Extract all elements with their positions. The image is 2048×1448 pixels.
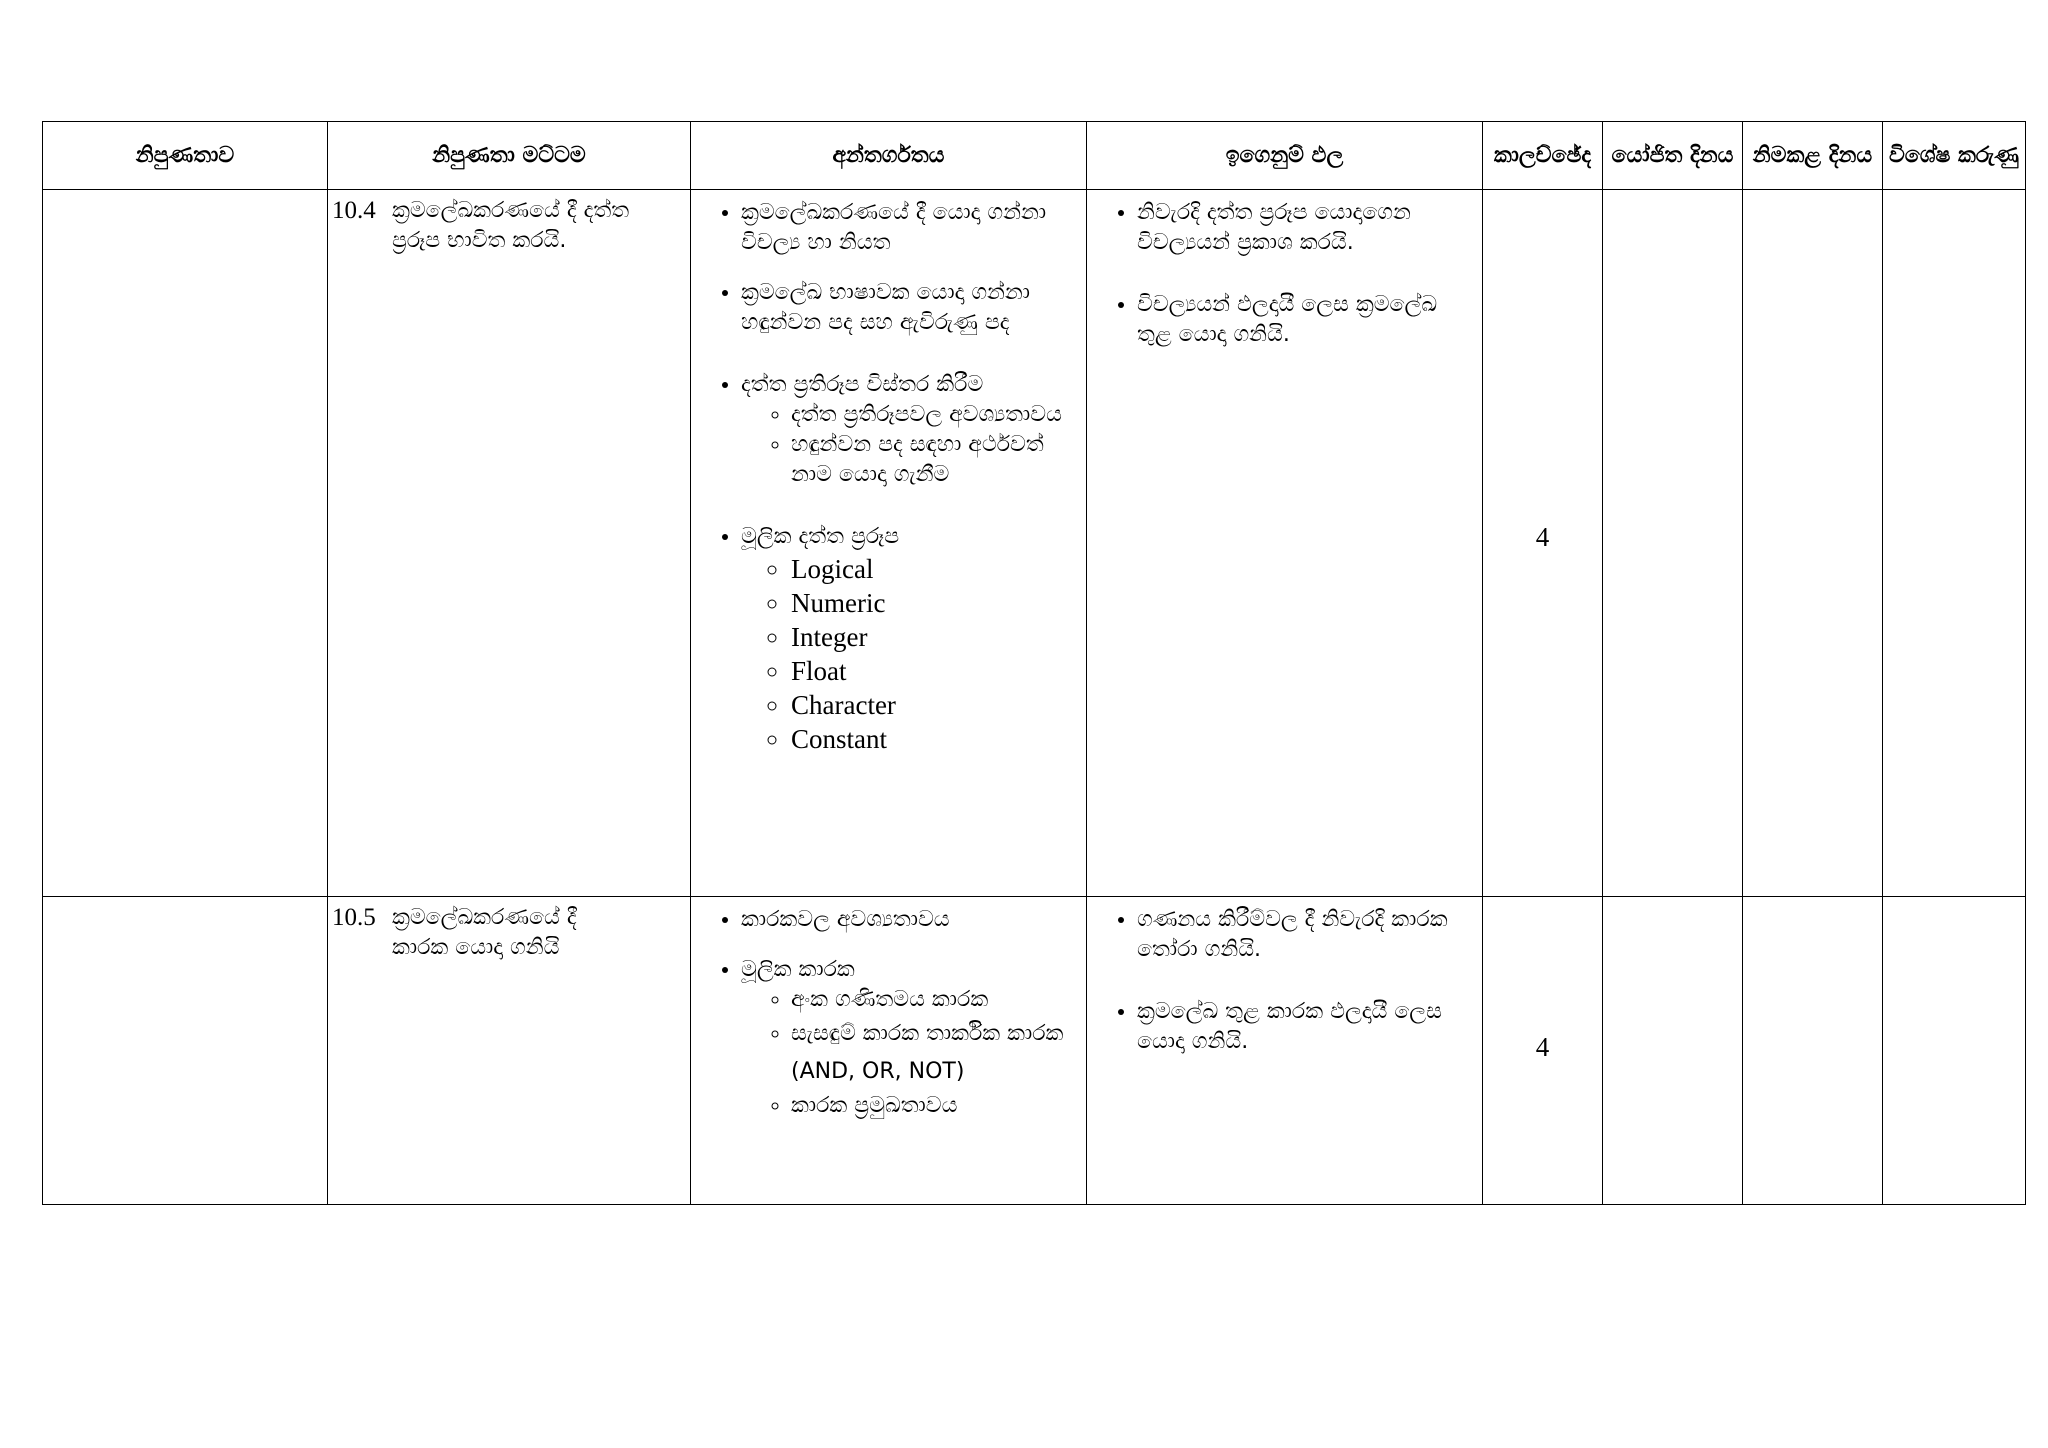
completed-date-cell: [1743, 897, 1883, 1205]
sub-list-item: ◦ Integer: [791, 620, 1072, 654]
sub-list-item: ◦ අංක ගණිතමය කාරක: [791, 985, 1072, 1015]
sub-list-item: ◦ Character: [791, 688, 1072, 722]
sub-list-item: ◦ Constant: [791, 722, 1072, 756]
list-item: • නිවැරදි දත්ත ප්‍රරූප යොදාගෙන විචල්‍යයන් ප්‍රකාශ කරයි.: [1137, 198, 1468, 258]
level-text: ක්‍රමලේඛකරණයේ දී දත්ත ප්‍රරූප භාවිත කරයි.: [392, 198, 630, 253]
sub-list-item: ◦ Numeric: [791, 586, 1072, 620]
list-item: • ක්‍රමලේඛකරණයේ දී යොදා ගන්නා විචල්‍ය හා නියත: [741, 198, 1072, 258]
outcomes-cell: [1087, 897, 1483, 1205]
proposed-date-cell: [1603, 897, 1743, 1205]
sub-list-item: ◦ හඳුන්වන පද සඳහා අර්ථවත් නාම යොදා ගැනීම: [791, 430, 1072, 490]
sub-list-item: ◦ Logical: [791, 552, 1072, 586]
header-special-notes: විශේෂ කරුණු: [1883, 122, 2026, 190]
special-notes-cell: [1883, 190, 2026, 897]
table-row: [43, 190, 2026, 897]
sub-list-item: ◦ සැසඳුම් කාරක තාර්කික කාරක (AND, OR, NOT): [791, 1015, 1072, 1091]
list-item: • කාරකවල අවශ්‍යතාවය: [741, 905, 1072, 935]
table-row: [43, 897, 2026, 1205]
competency-level-cell: [328, 897, 691, 1205]
list-item: • ක්‍රමලේඛ තුළ කාරක ඵලදායී ලෙස යොදා ගනියි.: [1137, 997, 1468, 1057]
sub-list-item: ◦ දත්ත ප්‍රතිරූපවල අවශ්‍යතාවය: [791, 400, 1072, 430]
periods-cell: [1483, 897, 1603, 1205]
lesson-plan-table: [42, 121, 2026, 1205]
sub-list-item: ◦ Float: [791, 654, 1072, 688]
competency-level-cell: [328, 190, 691, 897]
list-item: • විචල්‍යයන් ඵලදායී ලෙස ක්‍රමලේඛ තුළ යොදා ගනියි.: [1137, 290, 1468, 350]
outcomes-cell: [1087, 190, 1483, 897]
proposed-date-cell: [1603, 190, 1743, 897]
completed-date-cell: [1743, 190, 1883, 897]
header-content: අන්තර්ගතය: [691, 122, 1087, 190]
periods-value: 4: [1535, 1032, 1550, 1062]
header-proposed-date: යෝජිත දිනය: [1603, 122, 1743, 190]
content-cell: [691, 190, 1087, 897]
periods-cell: [1483, 190, 1603, 897]
list-item: • ක්‍රමලේඛ භාෂාවක යොදා ගන්නා හඳුන්වන පද සහ ඇවිරුණු පද: [741, 278, 1072, 338]
header-periods: කාලච්ඡේද: [1483, 122, 1603, 190]
list-item: • ගණනය කිරීම්වල දී නිවැරදි කාරක තෝරා ගනියි.: [1137, 905, 1468, 965]
sub-list-item: ◦ කාරක ප්‍රමුඛතාවය: [791, 1091, 1072, 1121]
header-competency-level: නිපුණතා මට්ටම: [328, 122, 691, 190]
level-text: ක්‍රමලේඛකරණයේ දී කාරක යොදා ගනියි: [392, 905, 577, 960]
level-number: 10.4: [332, 197, 376, 224]
header-learning-outcomes: ඉගෙනුම් ඵල: [1087, 122, 1483, 190]
list-item: • දත්ත ප්‍රතිරූප විස්තර කිරීම ◦ දත්ත ප්‍රතිරූපවල අවශ්‍යතාවය ◦ හඳුන්වන පද සඳහා අර්ථවත් නාම යොදා ගැනීම: [741, 370, 1072, 490]
content-cell: [691, 897, 1087, 1205]
header-row: [43, 122, 2026, 190]
header-competency: නිපුණතාව: [43, 122, 328, 190]
level-number: 10.5: [332, 904, 376, 931]
periods-value: 4: [1535, 522, 1550, 552]
list-item: • මූලික කාරක ◦ අංක ගණිතමය කාරක ◦ සැසඳුම් කාරක තාර්කික කාරක (AND, OR, NOT) ◦ කාරක ප්‍රමුඛතාවය: [741, 955, 1072, 1121]
competency-cell: [43, 190, 328, 897]
competency-cell: [43, 897, 328, 1205]
header-completed-date: නිමකළ දිනය: [1743, 122, 1883, 190]
list-item: • මූලික දත්ත ප්‍රරූප ◦ Logical ◦ Numeric ◦ Integer ◦ Float ◦ Character ◦ Constant: [741, 522, 1072, 756]
special-notes-cell: [1883, 897, 2026, 1205]
